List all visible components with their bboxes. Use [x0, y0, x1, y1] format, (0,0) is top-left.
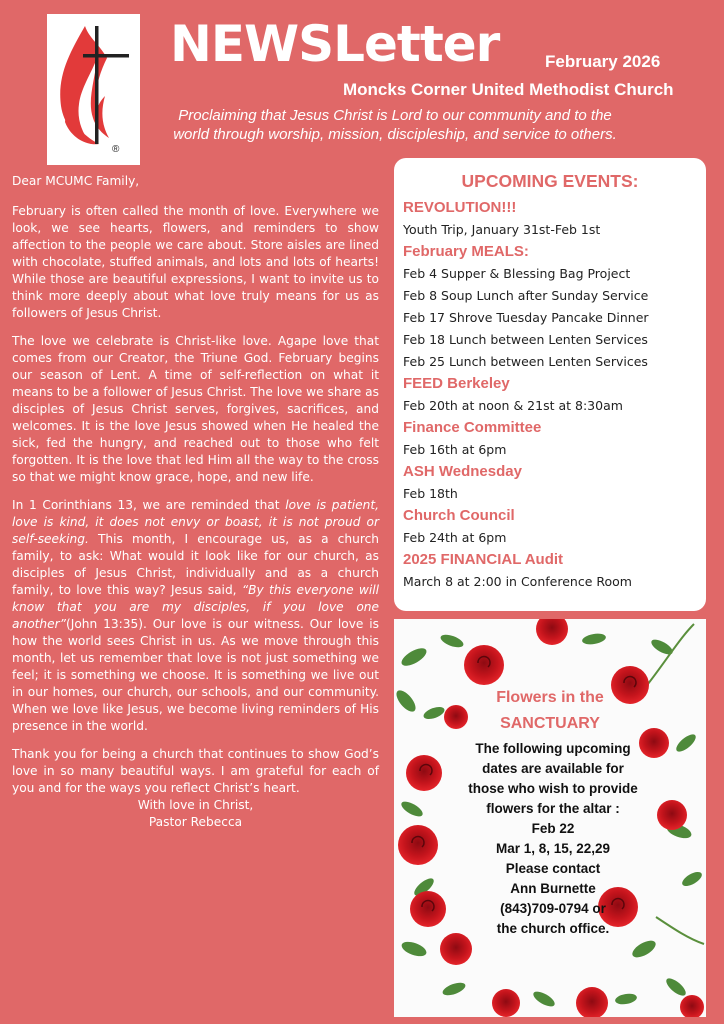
flowers-panel [394, 619, 706, 1017]
flowers-line: dates are available for [482, 761, 624, 776]
mission-statement: Proclaiming that Jesus Christ is Lord to our community and to the world through worship, mission, discipleship, and service to others. [173, 107, 617, 143]
events-title: UPCOMING EVENTS: [461, 171, 639, 191]
church-name: Moncks Corner United Methodist Church [343, 80, 674, 99]
event-detail: Feb 25 Lunch between Lenten Services [403, 354, 648, 369]
flowers-line: Please contact [505, 861, 601, 876]
paragraph-3-text-b: This month, I encourage us, as a church family, to ask: What would it look like for our church, as disciples of Jesus Christ, individually and as a church family, to love this way? Jesus said, [12, 532, 379, 597]
events-list [403, 197, 703, 593]
event-detail: Feb 16th at 6pm [403, 442, 507, 457]
flowers-line: those who wish to provide [468, 781, 638, 796]
newsletter-title: NEWSLetter [170, 15, 500, 73]
flowers-line: flowers for the altar : [486, 801, 620, 816]
event-heading: 2025 FINANCIAL Audit [403, 551, 564, 568]
event-heading: February MEALS: [403, 243, 529, 260]
paragraph-3-text-c: (John 13:35). Our love is our witness. Our love is how the world sees Christ in us. As we move through this month, let us remember that love is not just something we feel; it is something we choose. It is something we live out in our homes, our church, our schools, and our community. When we love like Jesus, we become living reminders of His presence in the world. [12, 617, 379, 733]
event-heading: REVOLUTION!!! [403, 199, 517, 216]
flowers-title [394, 685, 706, 737]
event-detail: Feb 17 Shrove Tuesday Pancake Dinner [403, 310, 649, 325]
event-heading: ASH Wednesday [403, 463, 522, 480]
flowers-title-line-1: Flowers in the [496, 689, 604, 706]
flowers-line: The following upcoming [475, 741, 631, 756]
registered-mark: ® [112, 144, 120, 155]
flowers-details [438, 739, 668, 939]
event-heading: Finance Committee [403, 419, 542, 436]
event-detail: Feb 8 Soup Lunch after Sunday Service [403, 288, 649, 303]
event-detail: Feb 20th at noon & 21st at 8:30am [403, 398, 623, 413]
letter-closing: With love in Christ, [137, 798, 254, 812]
flowers-line: Ann Burnette [510, 881, 596, 896]
cross-and-flame-logo [47, 14, 140, 165]
john-quote: “By this everyone will know that you are my disciples, if you love one another” [12, 583, 379, 631]
flowers-line: (843)709-0794 or [500, 901, 606, 916]
letter-signature: Pastor Rebecca [148, 815, 243, 829]
event-detail: Feb 18 Lunch between Lenten Services [403, 332, 648, 347]
event-detail: Youth Trip, January 31st-Feb 1st [403, 222, 601, 237]
letter-paragraph-3 [12, 497, 379, 735]
paragraph-3-text-a: In 1 Corinthians 13, we are reminded that [12, 498, 286, 512]
event-detail: Feb 18th [403, 486, 458, 501]
event-heading: FEED Berkeley [403, 375, 510, 392]
flowers-line: Mar 1, 8, 15, 22,29 [495, 841, 611, 856]
event-detail: March 8 at 2:00 in Conference Room [403, 574, 632, 589]
issue-date: February 2026 [545, 52, 661, 71]
letter-greeting: Dear MCUMC Family, [12, 174, 140, 188]
cross-and-flame-icon [47, 14, 140, 165]
letter-paragraph-2: The love we celebrate is Christ-like love. Agape love that comes from our Creator, the Triune God. February begins our season of Lent. A time of self-reflection on what it means to be a follower of Jesus Christ. The love we share as disciples of Jesus Christ serves, forgives, sacrifices, and welcomes. It is the love Jesus showed when He healed the sick, fed the hungry, and reached out to those who felt forgotten. It is the love that led Him all the way to the cross so that we might know grace, hope, and new life. [12, 334, 379, 484]
pastor-letter [12, 173, 379, 831]
event-heading: Church Council [403, 507, 515, 524]
corinthians-quote: love is patient, love is kind, it does not envy or boast, it is not proud or self-seeking. [12, 498, 379, 546]
upcoming-events-panel [394, 158, 706, 611]
event-detail: Feb 24th at 6pm [403, 530, 507, 545]
flowers-line: the church office. [496, 921, 610, 936]
letter-paragraph-4: Thank you for being a church that continues to show God’s love in so many beautiful ways. I am grateful for each of you and for the ways you reflect Christ’s heart. [12, 747, 379, 795]
event-detail: Feb 4 Supper & Blessing Bag Project [403, 266, 631, 281]
flowers-title-line-2: SANCTUARY [500, 715, 600, 732]
letter-paragraph-1: February is often called the month of love. Everywhere we look, we see hearts, flowers, and reminders to show affection to the people we care about. Store aisles are lined with chocolate, stuffed animals, and lots and lots of hearts! While those are beautiful expressions, I want to invite us to think more deeply about what love truly means for us as followers of Jesus Christ. [12, 204, 379, 320]
flowers-line: Feb 22 [531, 821, 575, 836]
